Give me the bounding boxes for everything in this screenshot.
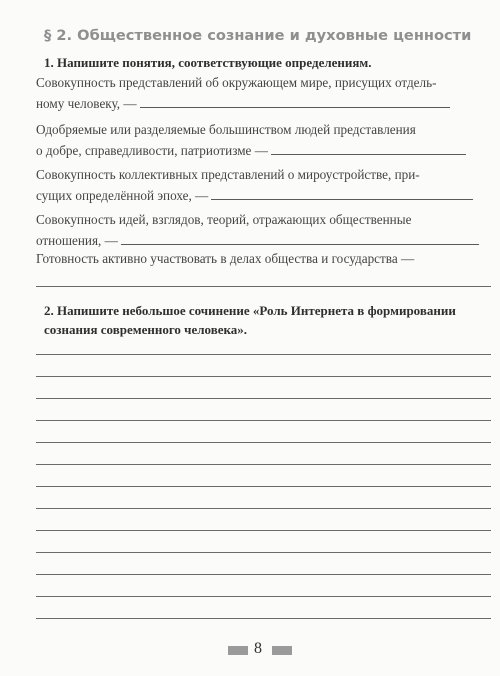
- definition-1-line-1: Совокупность представлений об окружающем мире, присущих отдель-: [36, 75, 437, 90]
- essay-line[interactable]: [36, 376, 491, 377]
- essay-line[interactable]: [36, 508, 491, 509]
- definition-2: [36, 119, 492, 161]
- definition-4-answer-line[interactable]: [121, 243, 479, 245]
- essay-line[interactable]: [36, 398, 491, 399]
- essay-line[interactable]: [36, 464, 491, 465]
- essay-line[interactable]: [36, 596, 491, 597]
- page-footer: [0, 640, 500, 660]
- essay-line[interactable]: [36, 420, 491, 421]
- definition-5-answer-line[interactable]: [36, 286, 491, 287]
- definition-3-line-2: сущих определённой эпохе, —: [36, 188, 209, 203]
- definition-5-line-1: Готовность активно участвовать в делах общества и государства —: [36, 251, 415, 266]
- essay-line[interactable]: [36, 442, 491, 443]
- task-1-title: 1. Напишите понятия, соответствующие определениям.: [44, 55, 372, 70]
- footer-bar-left: [228, 646, 248, 655]
- essay-line[interactable]: [36, 530, 491, 531]
- essay-line[interactable]: [36, 354, 491, 355]
- footer-bar-right: [272, 646, 292, 655]
- section-heading: § 2. Общественное сознание и духовные ценности: [44, 27, 472, 44]
- essay-line[interactable]: [36, 618, 491, 619]
- page-number: 8: [254, 640, 262, 657]
- essay-line[interactable]: [36, 552, 491, 553]
- definition-3-line-1: Совокупность коллективных представлений о мироустройстве, при-: [36, 167, 420, 182]
- definition-4-line-2: отношения, —: [36, 233, 118, 248]
- definition-4-line-1: Совокупность идей, взглядов, теорий, отражающих общественные: [36, 212, 412, 227]
- definition-1-answer-line[interactable]: [140, 106, 450, 108]
- essay-line[interactable]: [36, 574, 491, 575]
- definition-1-line-2: ному человеку, —: [36, 96, 137, 111]
- definition-3: [36, 164, 492, 206]
- definition-2-line-2: о добре, справедливости, патриотизме —: [36, 143, 268, 158]
- essay-line[interactable]: [36, 486, 491, 487]
- task-2-title: 2. Напишите небольшое сочинение «Роль Интернета в формировании сознания современного человека».: [44, 303, 456, 337]
- definition-2-line-1: Одобряемые или разделяемые большинством людей представления: [36, 122, 416, 137]
- definition-3-answer-line[interactable]: [211, 198, 473, 200]
- definition-1: [36, 72, 492, 114]
- definition-4: [36, 209, 492, 251]
- definition-2-answer-line[interactable]: [271, 153, 466, 155]
- definition-5: [36, 248, 492, 269]
